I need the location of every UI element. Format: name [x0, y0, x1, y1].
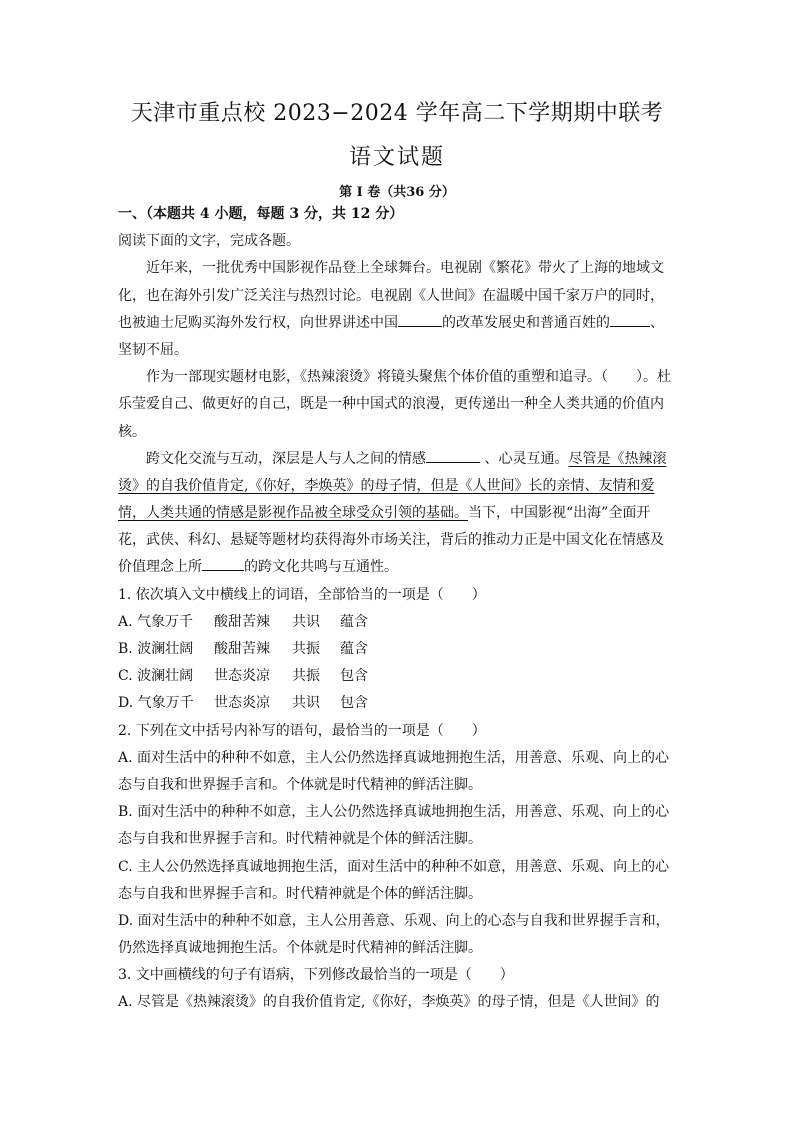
- option-b: B. 波澜壮阔 酸甜苦辣 共振 蕴含: [118, 641, 368, 657]
- option-c: C. 波澜壮阔 世态炎凉 共振 包含: [118, 668, 368, 685]
- exam-subtitle: 语文试题: [348, 145, 445, 170]
- passage-line: 乐莹爱自己、做更好的自己，既是一种中国式的浪漫，更传递出一种全人类共通的价值内: [118, 396, 664, 413]
- exam-body: [118, 201, 678, 1017]
- option-d: D. 面对生活中的种种不如意，主人公用善意、乐观、向上的心态与自我和世界握手言和，: [118, 912, 670, 929]
- passage-line: 跨文化交流与互动，深层是人与人之间的情感 、心灵互通。尽管是《热辣滚: [118, 446, 678, 473]
- option-a-cont: 态与自我和世界握手言和。个体就是时代精神的鲜活注脚。: [118, 776, 482, 793]
- passage-line: 也被迪士尼购买海外发行权，向世界讲述中国 的改革发展史和普通百姓的 、: [118, 310, 678, 337]
- exam-title: 天津市重点校 2023−2024 学年高二下学期期中联考: [130, 101, 664, 126]
- fill-blank: [202, 554, 244, 571]
- option-d-cont: 仍然选择真诚地拥抱生活。个体就是时代精神的鲜活注脚。: [118, 940, 482, 957]
- underlined-sentence: 尽管是《热辣滚: [568, 450, 667, 467]
- passage-line: 情，人类共通的情感是影视作品被全球受众引领的基础。当下，中国影视“出海”全面开: [118, 505, 651, 522]
- option-a: A. 气象万千 酸甜苦辣 共识 蕴含: [118, 613, 368, 630]
- question-stem: 3. 文中画横线的句子有语病，下列修改最恰当的一项是（ ）: [118, 967, 514, 984]
- passage-line: 近年来，一批优秀中国影视作品登上全球舞台。电视剧《繁花》带火了上海的地域文: [146, 260, 664, 277]
- option-a: A. 尽管是《热辣滚烫》的自我价值肯定,《你好，李焕英》的母子情，但是《人世间》的: [118, 994, 660, 1011]
- passage-line: 坚韧不屈。: [118, 341, 188, 358]
- passage-line: 作为一部现实题材电影，《热辣滚烫》将镜头聚焦个体价值的重塑和追寻。（ ）。杜: [146, 369, 671, 386]
- part-heading: 一、（本题共 4 小题，每题 3 分，共 12 分）: [118, 206, 404, 222]
- section-heading: 第 I 卷（共36 分）: [339, 185, 455, 200]
- passage-line: 核。: [118, 423, 146, 440]
- fill-blank: [426, 446, 480, 463]
- passage-line: 花，武侠、科幻、悬疑等题材均获得海外市场关注，背后的推动力正是中国文化在情感及: [118, 532, 664, 549]
- question-stem: 1. 依次填入文中横线上的词语，全部恰当的一项是（ ）: [118, 586, 486, 603]
- underlined-sentence: 情，人类共通的情感是影视作品被全球受众引领的基础。: [118, 505, 468, 522]
- question-stem: 2. 下列在文中括号内补写的语句，最恰当的一项是（ ）: [118, 722, 486, 739]
- option-b-cont: 态与自我和世界握手言和。时代精神就是个体的鲜活注脚。: [118, 831, 482, 848]
- fill-blank: [610, 310, 650, 327]
- option-b: B. 面对生活中的种种不如意，主人公仍然选择真诚地拥抱生活，用善意、乐观、向上的心: [118, 804, 670, 821]
- option-d: D. 气象万千 世态炎凉 共识 包含: [118, 695, 368, 712]
- passage-line: 价值理念上所 的跨文化共鸣与互通性。: [118, 554, 678, 581]
- option-c-cont: 态与自我和世界握手言和。时代精神就是个体的鲜活注脚。: [118, 885, 482, 902]
- option-c: C. 主人公仍然选择真诚地拥抱生活，面对生活中的种种不如意，用善意、乐观、向上的心: [118, 858, 670, 875]
- instruction: 阅读下面的文字，完成各题。: [118, 233, 300, 250]
- fill-blank: [398, 310, 442, 327]
- passage-line: 化，也在海外引发广泛关注与热烈讨论。电视剧《人世间》在温暖中国千家万户的同时，: [118, 287, 664, 304]
- underlined-sentence: 烫》的自我价值肯定,《你好，李焕英》的母子情，但是《人世间》长的亲情、友情和爱: [118, 477, 655, 494]
- option-a: A. 面对生活中的种种不如意，主人公仍然选择真诚地拥抱生活，用善意、乐观、向上的心: [118, 749, 670, 766]
